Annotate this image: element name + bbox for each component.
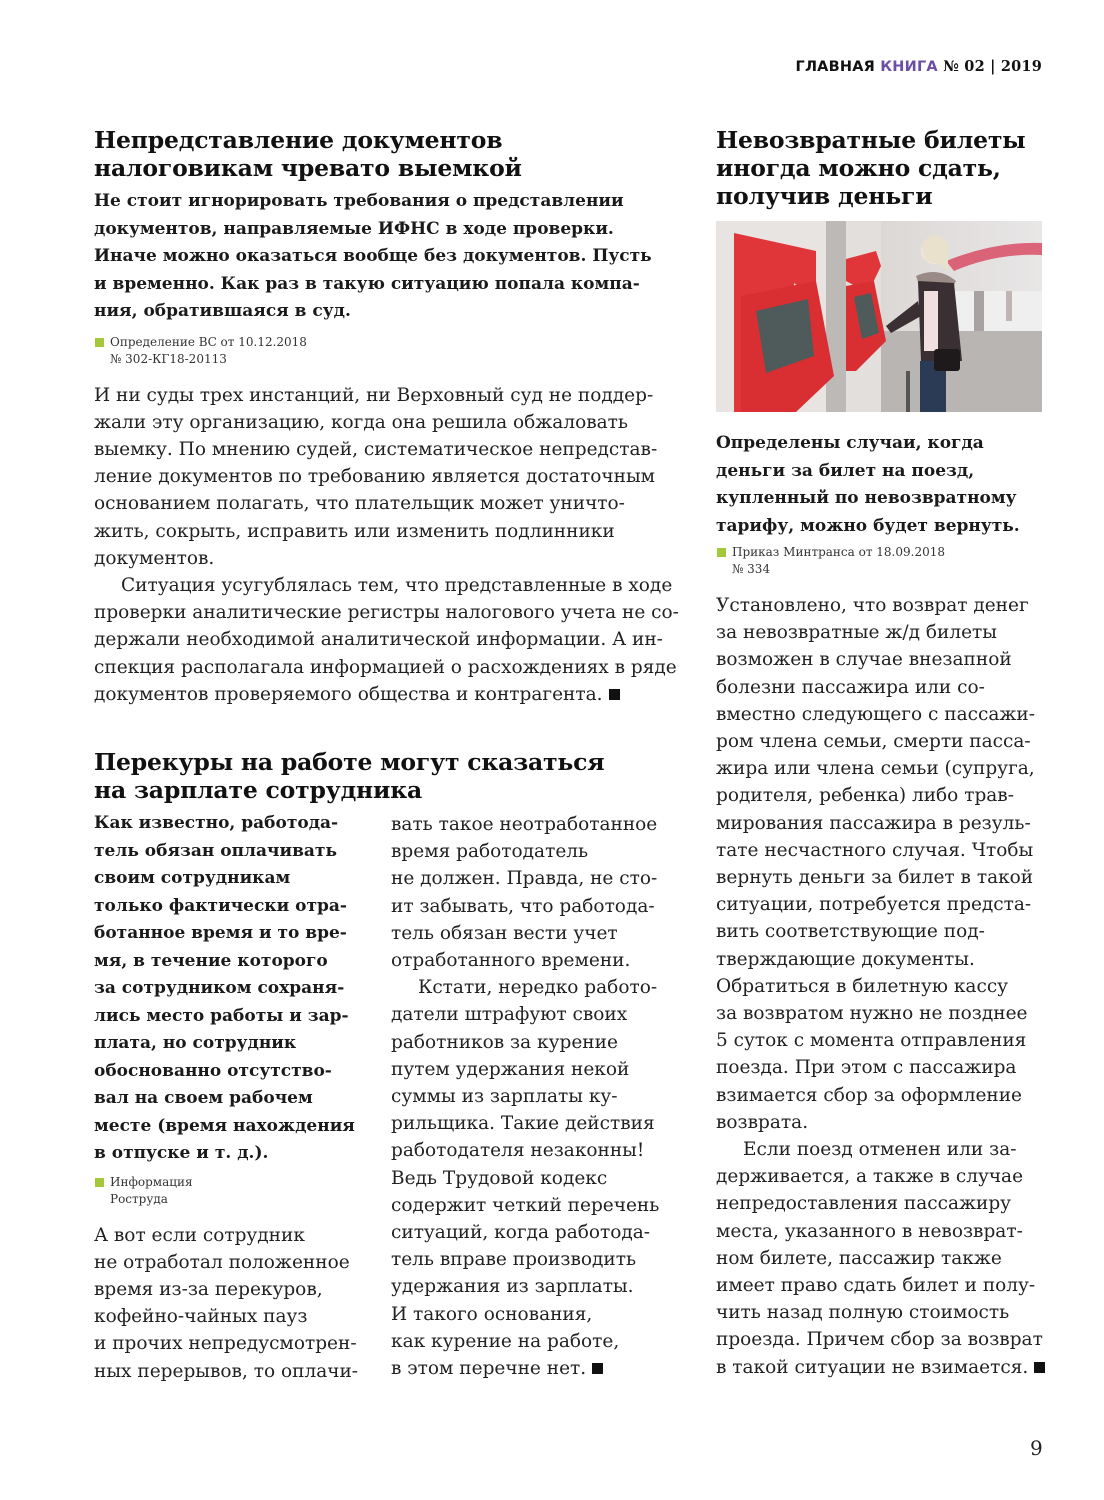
article-lead	[94, 810, 374, 1168]
body-line: не отработал положенное	[94, 1251, 350, 1273]
article-photo	[716, 221, 1042, 412]
page-number: 9	[1030, 1436, 1043, 1460]
body-line: болезни пассажира или со-	[716, 676, 985, 698]
body-line: путем удержания некой	[391, 1058, 630, 1080]
body-line: время из-за перекуров,	[94, 1278, 323, 1300]
lead-line: Иначе можно оказаться вообще без документов. Пусть	[94, 246, 652, 266]
body-line: за невозвратные ж/д билеты	[716, 622, 997, 644]
end-of-article-icon	[592, 1363, 603, 1374]
body-line: мирования пассажира в резуль-	[716, 812, 1031, 834]
lead-line: Не стоит игнорировать требования о представлении	[94, 191, 624, 211]
end-of-article-icon	[1034, 1362, 1045, 1373]
lead-line: мя, в течение которого	[94, 950, 328, 971]
body-line: в такой ситуации не взимается.	[716, 1356, 1029, 1378]
body-line: держивается, а также в случае	[716, 1166, 1024, 1188]
title-line: на зарплате сотрудника	[94, 776, 423, 804]
body-line: взимается сбор за оформление	[716, 1084, 1023, 1106]
lead-line: Как известно, работода-	[94, 813, 339, 833]
body-line: рильщика. Такие действия	[391, 1113, 655, 1135]
source-marker-icon	[717, 548, 726, 557]
body-line: как курение на работе,	[391, 1330, 620, 1352]
body-line: работников за курение	[391, 1031, 618, 1053]
title-line: Непредставление документов	[94, 126, 503, 154]
body-line: чить назад полную стоимость	[716, 1302, 1010, 1324]
end-of-article-icon	[609, 689, 620, 700]
title-line: получив деньги	[716, 182, 933, 210]
body-line: тверждающие документы.	[716, 948, 975, 970]
body-line: документов.	[94, 547, 215, 569]
body-line: Если поезд отменен или за-	[743, 1139, 1017, 1161]
body-line: вместно следующего с пассажи-	[716, 703, 1035, 725]
article-body	[716, 592, 1056, 1381]
body-line: удержания из зарплаты.	[391, 1276, 634, 1298]
body-line: тель вправе производить	[391, 1249, 637, 1271]
lead-line: купленный по невозвратному	[716, 488, 1017, 508]
source-line: Информация	[110, 1174, 193, 1189]
article-body	[94, 1222, 374, 1385]
body-line: выемку. По мнению судей, систематическое непредстав-	[94, 438, 658, 460]
brand-word-2: КНИГА	[880, 59, 938, 75]
body-line: ление документов по требованию является достаточным	[94, 466, 656, 488]
source-reference	[716, 544, 1056, 578]
body-line: Установлено, что возврат денег	[716, 595, 1029, 616]
source-marker-icon	[95, 338, 104, 347]
lead-line: ботанное время и то вре-	[94, 923, 347, 943]
lead-line: документов, направляемые ИФНС в ходе проверки.	[94, 218, 614, 239]
article-title	[94, 126, 674, 182]
body-line: основанием полагать, что плательщик может уничто-	[94, 493, 625, 515]
body-line: суммы из зарплаты ку-	[391, 1086, 618, 1108]
body-line: ситуаций, когда работода-	[391, 1222, 651, 1244]
body-line: возврата.	[716, 1111, 809, 1133]
body-line: время работодатель	[391, 841, 589, 863]
lead-line: в отпуске и т. д.).	[94, 1143, 269, 1163]
article-body	[94, 382, 679, 708]
body-line: жить, сокрыть, исправить или изменить подлинники	[94, 520, 615, 542]
article-title	[716, 126, 1056, 210]
body-line: Ведь Трудовой кодекс	[391, 1167, 608, 1189]
article-nonrefundable-tickets-text	[716, 430, 1056, 1381]
title-line: Перекуры на работе могут сказаться	[94, 748, 605, 776]
body-line: жира или члена семьи (супруга,	[716, 758, 1035, 780]
body-line: возможен в случае внезапной	[716, 649, 1012, 671]
body-line: вать такое неотработанное	[391, 814, 658, 835]
body-line: за возвратом нужно не позднее	[716, 1003, 1028, 1025]
body-line: спекция располагала информацией о расхождениях в ряде	[94, 656, 677, 678]
article-smoke-breaks-col2	[391, 811, 681, 1382]
body-line: жали эту организацию, когда она решила обжаловать	[94, 411, 628, 433]
body-line: работодателя незаконны!	[391, 1140, 645, 1162]
article-lead	[94, 188, 674, 326]
body-line: А вот если сотрудник	[94, 1224, 305, 1246]
body-line: ном билете, пассажир также	[716, 1247, 1002, 1269]
body-line: Обратиться в билетную кассу	[716, 975, 1009, 997]
lead-line: тель обязан оплачивать	[94, 840, 337, 861]
body-line: вить соответствующие под-	[716, 921, 985, 943]
body-line: отработанного времени.	[391, 950, 631, 972]
title-line: Невозвратные билеты	[716, 126, 1026, 154]
title-line: иногда можно сдать,	[716, 154, 1001, 182]
title-line: налоговикам чревато выемкой	[94, 154, 522, 182]
body-line: 5 суток с момента отправления	[716, 1030, 1027, 1052]
lead-line: месте (время нахождения	[94, 1115, 355, 1136]
source-marker-icon	[95, 1178, 104, 1187]
source-line: Роструда	[110, 1191, 168, 1206]
ticket-machine-photo-icon	[716, 221, 1042, 412]
lead-line: и временно. Как раз в такую ситуацию попала компа-	[94, 273, 640, 294]
lead-line: только фактически отра-	[94, 895, 347, 916]
body-line: не должен. Правда, не сто-	[391, 868, 658, 890]
body-line: родителя, ребенка) либо трав-	[716, 785, 1014, 807]
lead-line: обоснованно отсутство-	[94, 1060, 332, 1081]
article-title	[94, 748, 674, 804]
body-line: ит забывать, что работода-	[391, 895, 655, 917]
lead-line: своим сотрудникам	[94, 868, 291, 888]
lead-line: тарифу, можно будет вернуть.	[716, 515, 1020, 536]
body-line: документов проверяемого общества и контрагента.	[94, 683, 603, 705]
source-line: Приказ Минтранса от 18.09.2018	[732, 545, 945, 559]
body-line: Кстати, нередко работо-	[418, 977, 658, 999]
source-reference	[94, 334, 674, 368]
body-line: И ни суды трех инстанций, ни Верховный суд не поддер-	[94, 384, 654, 406]
article-smoke-breaks-col1	[94, 810, 374, 1385]
body-line: непредоставления пассажиру	[716, 1193, 1012, 1215]
article-body	[391, 811, 681, 1382]
source-reference	[94, 1174, 374, 1208]
article-nonsubmission	[94, 126, 679, 708]
article-smoke-breaks	[94, 748, 674, 804]
source-line: Определение ВС от 10.12.2018	[110, 334, 307, 349]
body-line: Ситуация усугублялась тем, что представленные в ходе	[121, 574, 673, 596]
lead-line: лись место работы и зар-	[94, 1005, 349, 1026]
body-line: ситуации, потребуется предста-	[716, 894, 1032, 916]
lead-line: ния, обратившаяся в суд.	[94, 301, 351, 321]
article-nonrefundable-tickets	[716, 126, 1056, 210]
body-line: кофейно-чайных пауз	[94, 1306, 308, 1328]
body-line: ром члена семьи, смерти пасса-	[716, 731, 1031, 753]
lead-line: вал на своем рабочем	[94, 1088, 313, 1108]
body-line: тате несчастного случая. Чтобы	[716, 839, 1034, 861]
body-line: вернуть деньги за билет в такой	[716, 867, 1034, 889]
body-line: места, указанного в невозврат-	[716, 1220, 1023, 1242]
lead-line: за сотрудником сохраня-	[94, 978, 345, 998]
issue-number: № 02 | 2019	[943, 58, 1042, 75]
lead-line: плата, но сотрудник	[94, 1033, 297, 1053]
body-line: проверки аналитические регистры налогового учета не со-	[94, 602, 679, 624]
lead-line: Определены случаи, когда	[716, 433, 984, 453]
source-line: № 334	[732, 562, 771, 576]
body-line: И такого основания,	[391, 1303, 593, 1325]
body-line: проезда. Причем сбор за возврат	[716, 1329, 1043, 1351]
body-line: имеет право сдать билет и полу-	[716, 1275, 1036, 1297]
source-line: № 302-КГ18-20113	[110, 351, 227, 366]
body-line: держали необходимой аналитической информации. А ин-	[94, 629, 663, 651]
body-line: ных перерывов, то оплачи-	[94, 1360, 359, 1382]
body-line: датели штрафуют своих	[391, 1004, 628, 1026]
body-line: в этом перечне нет.	[391, 1358, 587, 1380]
body-line: и прочих непредусмотрен-	[94, 1333, 357, 1355]
body-line: поезда. При этом с пассажира	[716, 1057, 1017, 1079]
article-lead	[716, 430, 1056, 540]
brand-word-1: ГЛАВНАЯ	[795, 59, 875, 75]
running-header	[796, 58, 1043, 75]
body-line: содержит четкий перечень	[391, 1194, 660, 1216]
lead-line: деньги за билет на поезд,	[716, 460, 975, 481]
body-line: тель обязан вести учет	[391, 922, 618, 944]
